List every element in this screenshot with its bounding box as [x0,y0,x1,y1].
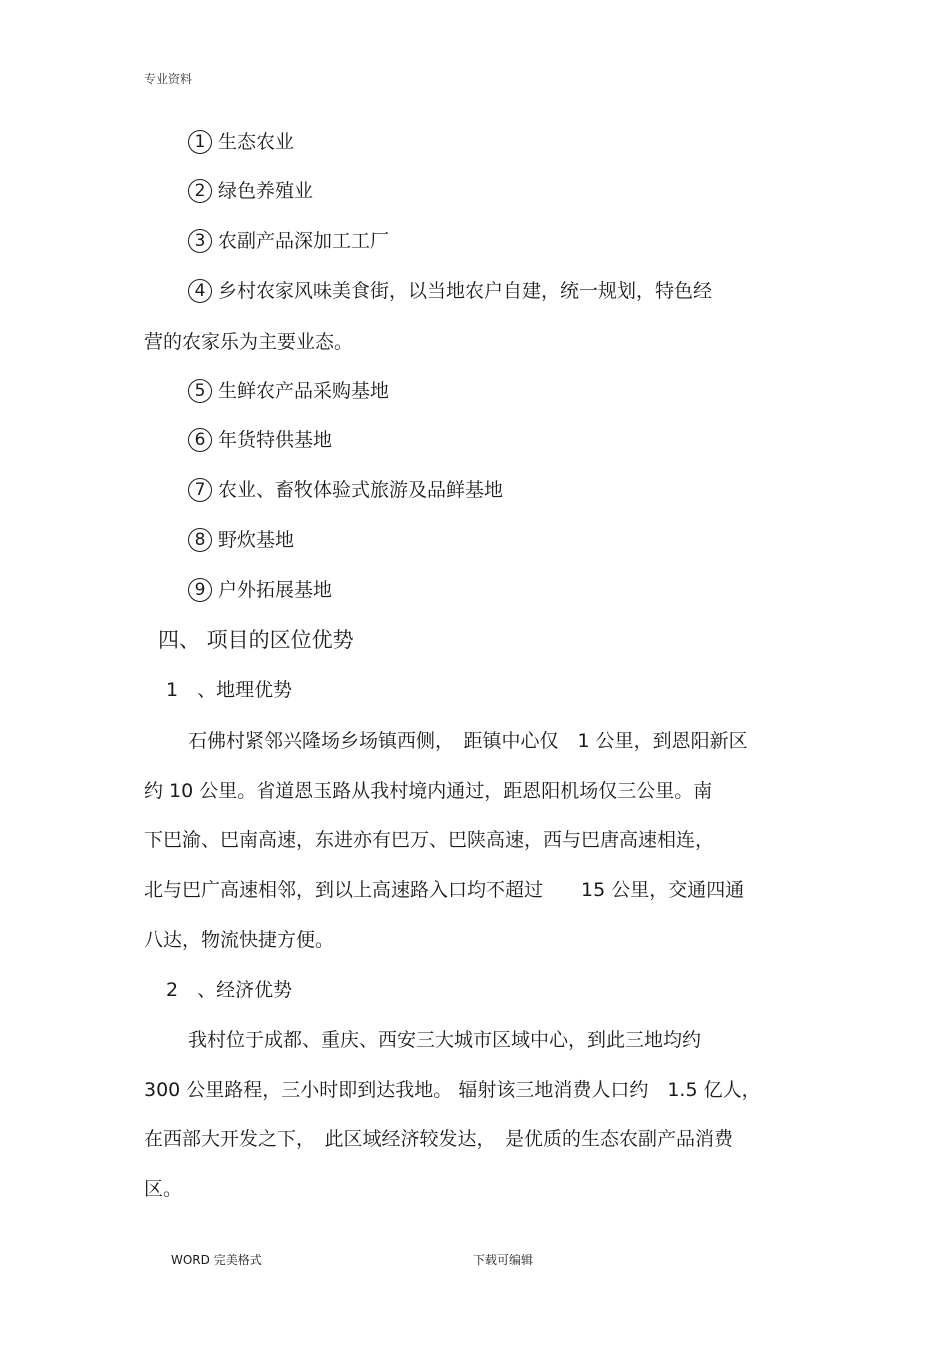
circled-number: 8 [188,528,212,552]
footer-left: WORD 完美格式 [171,1253,262,1267]
list-item-continuation: 营的农家乐为主要业态。 [144,331,354,353]
paragraph-line: 在西部大开发之下， 此区域经济较发达， 是优质的生态农副产品消费 [144,1128,734,1150]
paragraph-line: 区。 [144,1178,183,1200]
list-item [188,578,332,602]
list-item [188,179,313,203]
list-item [188,130,294,154]
list-item-text: 野炊基地 [218,529,295,551]
paragraph-line: 北与巴广高速相邻，到以上高速路入口均不超过 15 公里，交通四通 [144,879,745,901]
list-item-text: 农业、畜牧体验式旅游及品鲜基地 [218,479,504,501]
circled-number: 6 [188,428,212,452]
circled-number: 7 [188,478,212,502]
paragraph-line: 下巴渝、巴南高速，东进亦有巴万、巴陕高速，西与巴唐高速相连， [144,829,715,851]
header-label: 专业资料 [144,72,193,86]
circled-number: 5 [188,379,212,403]
paragraph-line: 我村位于成都、重庆、西安三大城市区域中心，到此三地均约 [188,1029,702,1051]
list-item [188,229,389,253]
list-item [188,279,712,303]
paragraph-line: 约 10 公里。省道恩玉路从我村境内通过，距恩阳机场仅三公里。南 [144,780,713,802]
paragraph-line: 300 公里路程，三小时即到达我地。 辐射该三地消费人口约 1.5 亿人， [144,1079,761,1101]
paragraph-line: 石佛村紧邻兴隆场乡场镇西侧， 距镇中心仅 1 公里，到恩阳新区 [188,730,748,752]
circled-number: 9 [188,578,212,602]
list-item-text: 年货特供基地 [218,429,333,451]
section-heading: 四、 项目的区位优势 [158,628,354,652]
list-item-text: 生鲜农产品采购基地 [218,380,390,402]
circled-number: 4 [188,279,212,303]
list-item-text: 农副产品深加工工厂 [218,230,390,252]
list-item [188,428,332,452]
circled-number: 2 [188,179,212,203]
list-item-text: 乡村农家风味美食街，以当地农户自建，统一规划，特色经 [218,280,713,302]
footer-right: 下载可编辑 [473,1253,534,1267]
list-item-text: 生态农业 [218,131,295,153]
list-item [188,379,389,403]
list-item [188,528,294,552]
paragraph-line: 八达，物流快捷方便。 [144,929,335,951]
list-item-text: 绿色养殖业 [218,180,314,202]
subsection-heading: 2 、经济优势 [166,979,293,1001]
circled-number: 3 [188,229,212,253]
subsection-heading: 1 、地理优势 [166,679,293,701]
list-item-text: 户外拓展基地 [218,579,333,601]
list-item [188,478,503,502]
circled-number: 1 [188,130,212,154]
